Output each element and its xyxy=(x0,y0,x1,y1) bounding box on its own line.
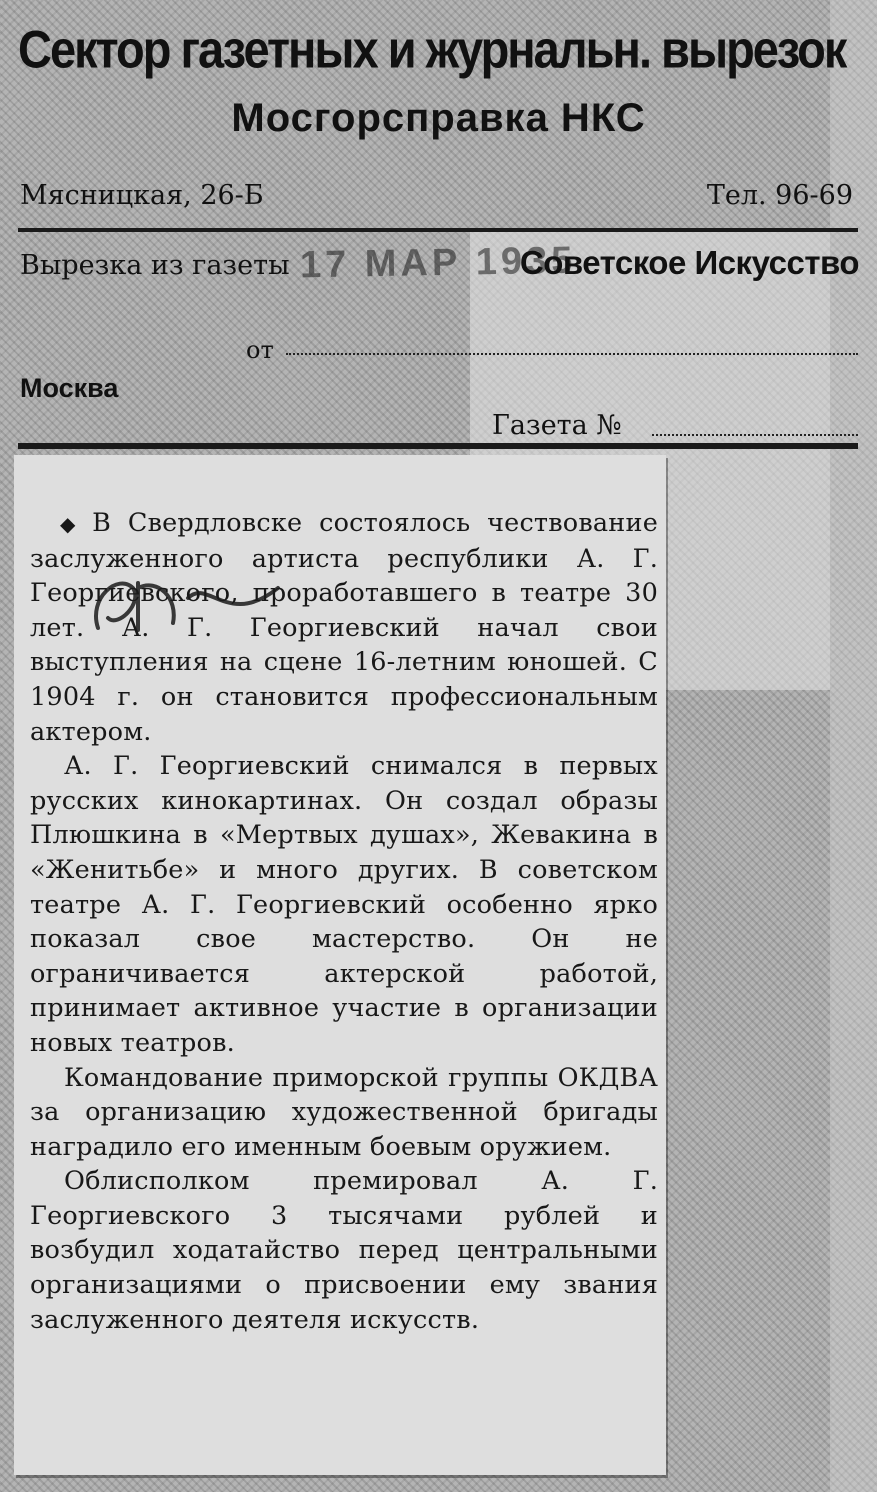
date-from-label: от xyxy=(246,336,274,364)
handwritten-mark-icon xyxy=(78,568,288,648)
city-name: Москва xyxy=(20,373,119,403)
date-fill-line xyxy=(286,353,858,355)
issue-number-label: Газета № xyxy=(492,410,622,441)
header-divider xyxy=(18,228,858,232)
article-paragraph: А. Г. Георгиевский снимался в первых русских кинокартинах. Он создал образы Плюшкина в «Мертвых душах», Жевакина в «Женитьбе» и много других. В советском театре А. Г. Георгиевский особенно ярко показал свое мастерство. Он не ограничивается актерской работой, принимает активное участие в организации новых театров. xyxy=(30,751,658,1058)
article-paragraph: Облисполком премировал А. Г. Георгиевского 3 тысячами рублей и возбудил ходатайство перед центральными организациями о присвоении ему звания заслуженного деятеля искусств. xyxy=(30,1166,658,1335)
article-paragraph-text: В Свердловске состоялось чествование заслуженного артиста республики А. Г. Георгиевского, проработавшего в театре 30 лет. А. Г. Георгиевский начал свои выступления на сцене 16-летним юношей. С 1904 г. он становится профессиональным актером. xyxy=(30,508,658,747)
office-phone: Тел. 96-69 xyxy=(706,180,853,211)
issue-fill-line xyxy=(652,434,858,436)
form-bottom-divider xyxy=(18,443,858,449)
form-subtitle: Мосгорсправка НКС xyxy=(231,96,646,140)
clip-from-label: Вырезка из газеты xyxy=(20,250,290,281)
diamond-icon: ◆ xyxy=(60,512,85,536)
office-address: Мясницкая, 26-Б xyxy=(20,180,264,211)
newspaper-name: Советское Искусство xyxy=(519,244,859,281)
article-paragraph: Командование приморской группы ОКДВА за организацию художественной бригады наградило его именным боевым оружием. xyxy=(30,1062,658,1162)
paper-edge-strip xyxy=(830,0,877,1492)
form-title: Сектор газетных и журнальн. вырезок xyxy=(18,19,846,79)
date-stamp: 17 МАР 1935 xyxy=(299,239,577,287)
